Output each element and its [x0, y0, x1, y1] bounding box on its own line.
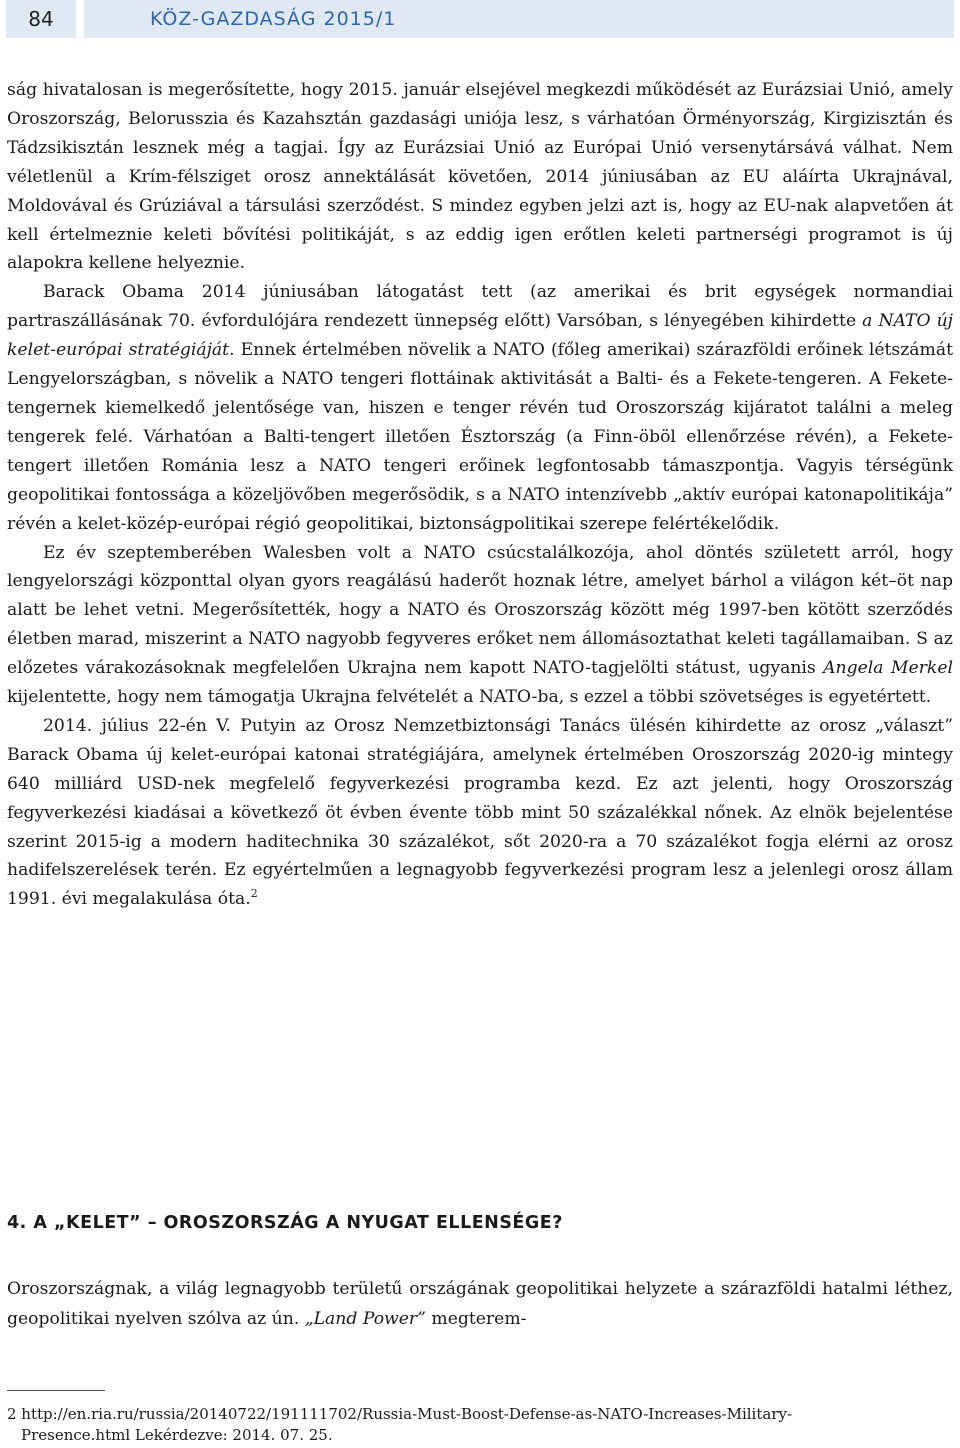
section-emphasis: „Land Power” — [304, 1309, 426, 1329]
section-heading: 4. A „KELET” – OROSZORSZÁG A NYUGAT ELLENSÉGE? — [7, 1213, 563, 1233]
journal-title: KÖZ-GAZDASÁG 2015/1 — [150, 8, 397, 30]
paragraph-4 — [7, 712, 953, 914]
paragraph-2-text-b: . Ennek értelmében növelik a NATO (főleg amerikai) szárazföldi erőinek létszámát Lengyelországban, s növelik a NATO tengeri flottáinak aktivitását a Balti- és a Fekete-tengeren. A Fekete-tengernek kiemelkedő jelentősége van, hiszen e tenger révén tud Oroszország kijáratot találni a meleg tengerek felé. Várhatóan a Balti-tengert illetően Észtország (a Finn-öböl ellenőrzése révén), a Fekete-tengert illetően Románia lesz a NATO tengeri erőinek legfontosabb támaszpontja. Vagyis térségünk geopolitikai fontossága a közeljövőben megerősödik, s a NATO intenzívebb „aktív európai katonapolitikája” révén a kelet-közép-európai régió geopolitikai, biztonságpolitikai szerepe felértékelődik. — [7, 340, 953, 534]
paragraph-2 — [7, 278, 953, 538]
paragraph-1-text: ság hivatalosan is megerősítette, hogy 2015. január elsejével megkezdi működését az Eurázsiai Unió, amely Oroszország, Belorusszia és Kazahsztán gazdasági uniója lesz, s várhatóan Örményország, Kirgizisztán és Tádzsikisztán lesznek még a tagjai. Így az Eurázsiai Unió az Európai Unió versenytársává válhat. Nem véletlenül a Krím-félsziget orosz annektálását követően, 2014 júniusában az EU aláírta Ukrajnával, Moldovával és Grúziával a társulási szerződést. S mindez egyben jelzi azt is, hogy az EU-nak alapvetően át kell értelmeznie keleti bővítési politikáját, s az eddig igen erőtlen keleti partnerségi programot is új alapokra kellene helyeznie. — [7, 80, 953, 274]
paragraph-3-text-b: kijelentette, hogy nem támogatja Ukrajna felvételét a NATO-ba, s ezzel a többi szövetséges is egyetértett. — [7, 687, 932, 708]
footnote-line-1[interactable]: 2 http://en.ria.ru/russia/20140722/191111702/Russia-Must-Boost-Defense-as-NATO-Increases-Military- — [7, 1405, 793, 1423]
footnote-line-2[interactable]: Presence.html Lekérdezve: 2014. 07. 25. — [21, 1426, 333, 1444]
paragraph-3-text-a: Ez év szeptemberében Walesben volt a NATO csúcstalálkozója, ahol döntés született arról, hogy lengyelországi központtal olyan gyors reagálású haderőt hoznak létre, amelyet bárhol a világon két–öt nap alatt be lehet vetni. Megerősítették, hogy a NATO és Oroszország között még 1997-ben kötött szerződés életben marad, miszerint a NATO nagyobb fegyveres erőket nem állomásoztathat keleti tagállamaiban. S az előzetes várakozásoknak megfelelően Ukrajna nem kapott NATO-tagjelölti státust, ugyanis — [7, 542, 953, 679]
running-header — [84, 0, 954, 38]
footnote-reference[interactable]: 2 — [250, 887, 258, 901]
page-number — [6, 0, 76, 38]
footnote-divider — [7, 1390, 105, 1391]
page-number-text: 84 — [28, 7, 54, 31]
footnote — [7, 1404, 953, 1446]
section-text-a: Oroszországnak, a világ legnagyobb területű országának geopolitikai helyzete a szárazföldi hatalmi léthez, geopolitikai nyelven szólva az ún. — [7, 1279, 953, 1329]
paragraph-1 — [7, 76, 953, 278]
paragraph-2-emphasis: a NATO új kelet-európai stratégiáját — [7, 311, 953, 361]
page-header — [0, 0, 960, 38]
paragraph-3 — [7, 539, 953, 712]
section-text-b: megterem- — [425, 1309, 527, 1329]
paragraph-2-text-a: Barack Obama 2014 júniusában látogatást tett (az amerikai és brit egységek normandiai partraszállásának 70. évfordulójára rendezett ünnepség előtt) Varsóban, s lényegében kihirdette — [7, 282, 953, 332]
article-body — [7, 76, 953, 942]
paragraph-3-emphasis: Angela Merkel — [823, 658, 953, 679]
section-paragraph — [7, 1274, 953, 1334]
paragraph-4-text: 2014. július 22-én V. Putyin az Orosz Nemzetbiztonsági Tanács ülésén kihirdette az orosz „választ” Barack Obama új kelet-európai katonai stratégiájára, amelynek értelmében Oroszország 2020-ig mintegy 640 milliárd USD-nek megfelelő fegyverkezési programba kezd. Ez azt jelenti, hogy Oroszország fegyverkezési kiadásai a következő öt évben évente több mint 50 százalékkal nőnek. Az elnök bejelentése szerint 2015-ig a modern haditechnika 30 százalékot, sőt 2020-ra a 70 százalékot fogja elérni az orosz hadifelszerelések terén. Ez egyértelműen a legnagyobb fegyverkezési program lesz a jelenlegi orosz állam 1991. évi megalakulása óta. — [7, 715, 953, 910]
